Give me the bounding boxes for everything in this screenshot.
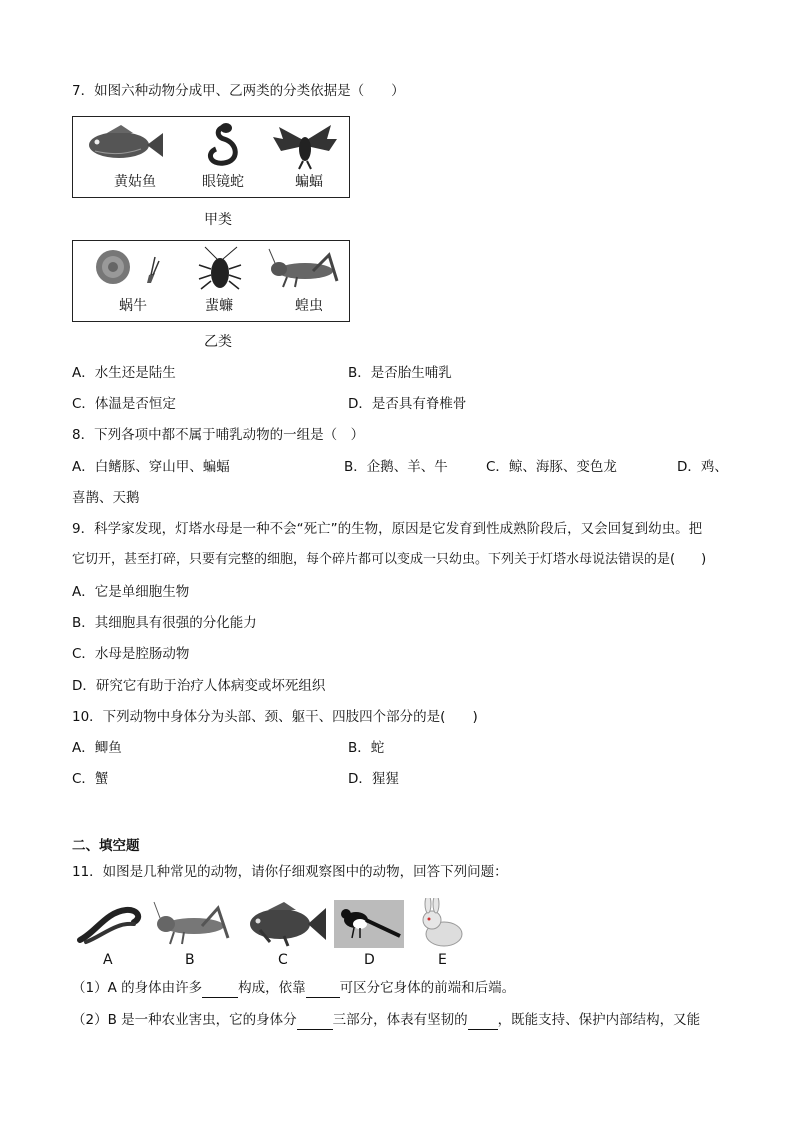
q7-animal-label: 眼镜蛇 [202,174,244,190]
fish-icon [81,123,165,167]
q10-option-c: C．蟹 [72,771,109,787]
bat-icon [269,121,341,171]
answer-blank[interactable] [306,983,340,998]
q9-option-b: B．其细胞具有很强的分化能力 [72,615,257,631]
q9-option-c: C．水母是腔肠动物 [72,646,190,662]
q7-stem: 7．如图六种动物分成甲、乙两类的分类依据是（ ） [72,83,405,99]
q10-option-a: A．鲫鱼 [72,740,122,756]
q7-animal-label: 蝗虫 [295,298,323,314]
q11-sub1-text: 可区分它身体的前端和后端。 [339,980,516,996]
snake-icon [198,121,248,171]
magpie-icon [334,900,404,948]
q8-option-d: D．鸡、 [677,459,728,475]
q7-animal-label: 蜚蠊 [205,298,233,314]
q11-sub2-text: 三部分，体表有坚韧的 [332,1012,468,1028]
q11-figure-label: A [103,952,113,968]
q10-stem: 10．下列动物中身体分为头部、颈、躯干、四肢四个部分的是( ) [72,709,478,725]
grasshopper-icon [267,247,343,291]
q7-animal-label: 蝙蝠 [295,174,323,190]
q11-sub2-text: ，既能支持、保护内部结构，又能 [497,1012,701,1028]
rabbit-icon [414,898,470,948]
q7-group1-label: 甲类 [204,212,232,228]
q8-stem: 8．下列各项中都不属于哺乳动物的一组是（ ） [72,427,365,443]
q11-stem: 11．如图是几种常见的动物，请你仔细观察图中的动物，回答下列问题： [72,864,508,880]
q9-stem-line2: 它切开，甚至打碎，只要有完整的细胞，每个碎片都可以变成一只幼虫。下列关于灯塔水母说法错误的是( ) [72,552,707,567]
q10-option-d: D．猩猩 [348,771,399,787]
carp-icon [240,900,328,948]
q9-option-d: D．研究它有助于治疗人体病变或坏死组织 [72,678,326,694]
answer-blank[interactable] [202,983,238,998]
q9-stem-line1: 9．科学家发现，灯塔水母是一种不会“死亡”的生物，原因是它发育到性成熟阶段后，又会回复到幼虫。把 [72,521,703,537]
q7-option-c: C．体温是否恒定 [72,396,176,412]
answer-blank[interactable] [468,1015,498,1030]
section-title: 二、填空题 [72,838,140,854]
q11-sub1-text: （1）A 的身体由许多 [72,980,203,996]
q11-figure-label: B [185,952,195,968]
earthworm-icon [76,902,146,946]
q11-figure-label: C [278,952,288,968]
q7-option-d: D．是否具有脊椎骨 [348,396,467,412]
q10-option-b: B．蛇 [348,740,385,756]
q11-sub2-text: （2）B 是一种农业害虫，它的身体分 [72,1012,297,1028]
snail-icon [91,247,161,291]
cockroach-icon [195,245,245,293]
q8-option-a: A．白鳍豚、穿山甲、蝙蝠 [72,459,230,475]
q7-option-b: B．是否胎生哺乳 [348,365,452,381]
q7-figure-group1 [72,116,350,198]
q11-sub1 [72,978,515,998]
q11-figure-label: D [364,952,375,968]
q7-figure-group2 [72,240,350,322]
q7-group2-label: 乙类 [204,334,232,350]
q7-animal-label: 黄姑鱼 [114,174,156,190]
q11-sub1-text: 构成，依靠 [238,980,306,996]
q11-figure-label: E [438,952,447,968]
q7-animal-label: 蜗牛 [119,298,147,314]
q8-option-c: C．鲸、海豚、变色龙 [486,459,617,475]
answer-blank[interactable] [297,1015,333,1030]
q7-option-a: A．水生还是陆生 [72,365,176,381]
grasshopper-icon [152,900,232,948]
q8-option-b: B．企鹅、羊、牛 [344,459,448,475]
q9-option-a: A．它是单细胞生物 [72,584,190,600]
q11-sub2 [72,1010,700,1030]
q8-option-d-continued: 喜鹊、天鹅 [72,490,140,506]
